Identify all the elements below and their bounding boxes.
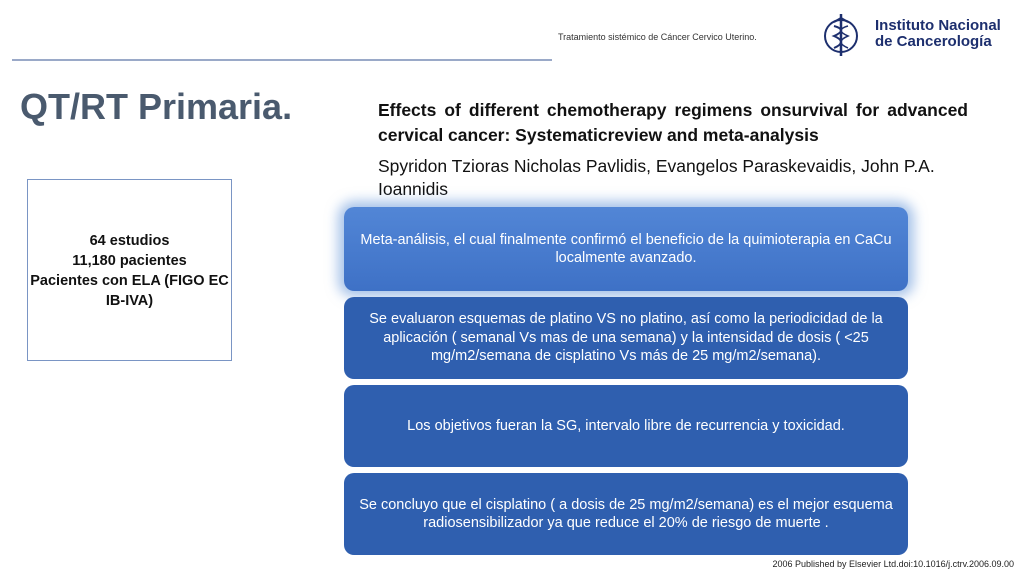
paper-title: Effects of different chemotherapy regimens onsurvival for advanced cervical cancer: Systematicreview and meta-analysis [378, 100, 968, 145]
summary-studies: 64 estudios [89, 233, 170, 249]
point-objectives: Los objetivos fueran la SG, intervalo libre de recurrencia y toxicidad. [344, 385, 908, 467]
logo-line-2: de Cancerología [875, 33, 992, 50]
point-schemes: Se evaluaron esquemas de platino VS no platino, así como la periodicidad de la aplicación ( semanal Vs mas de una semana) y la intensidad de dosis ( <25 mg/m2/semana de cisplatino Vs más de 25 mg/m2/semana). [344, 297, 908, 379]
citation: 2006 Published by Elsevier Ltd.doi:10.1016/j.ctrv.2006.09.00 [772, 559, 1014, 569]
summary-patients: 11,180 pacientes [72, 253, 187, 269]
header-divider [12, 59, 552, 61]
point-conclusion: Se concluyo que el cisplatino ( a dosis de 25 mg/m2/semana) es el mejor esquema radiosensibilizador ya que reduce el 20% de riesgo de muerte . [344, 473, 908, 555]
institution-logo [820, 10, 1020, 60]
caduceus-icon [820, 10, 862, 58]
logo-line-1: Instituto Nacional [875, 17, 1001, 34]
logo-text [875, 18, 1001, 50]
summary-condition: Pacientes con ELA (FIGO EC IB-IVA) [30, 273, 229, 309]
summary-box [27, 179, 232, 361]
point-meta-analysis: Meta-análisis, el cual finalmente confirmó el beneficio de la quimioterapia en CaCu localmente avanzado. [344, 207, 908, 291]
slide-title: QT/RT Primaria. [20, 86, 293, 127]
paper-authors: Spyridon Tzioras Nicholas Pavlidis, Evangelos Paraskevaidis, John P.A. Ioannidis [378, 156, 935, 199]
header-subtitle: Tratamiento sistémico de Cáncer Cervico Uterino. [558, 32, 757, 42]
